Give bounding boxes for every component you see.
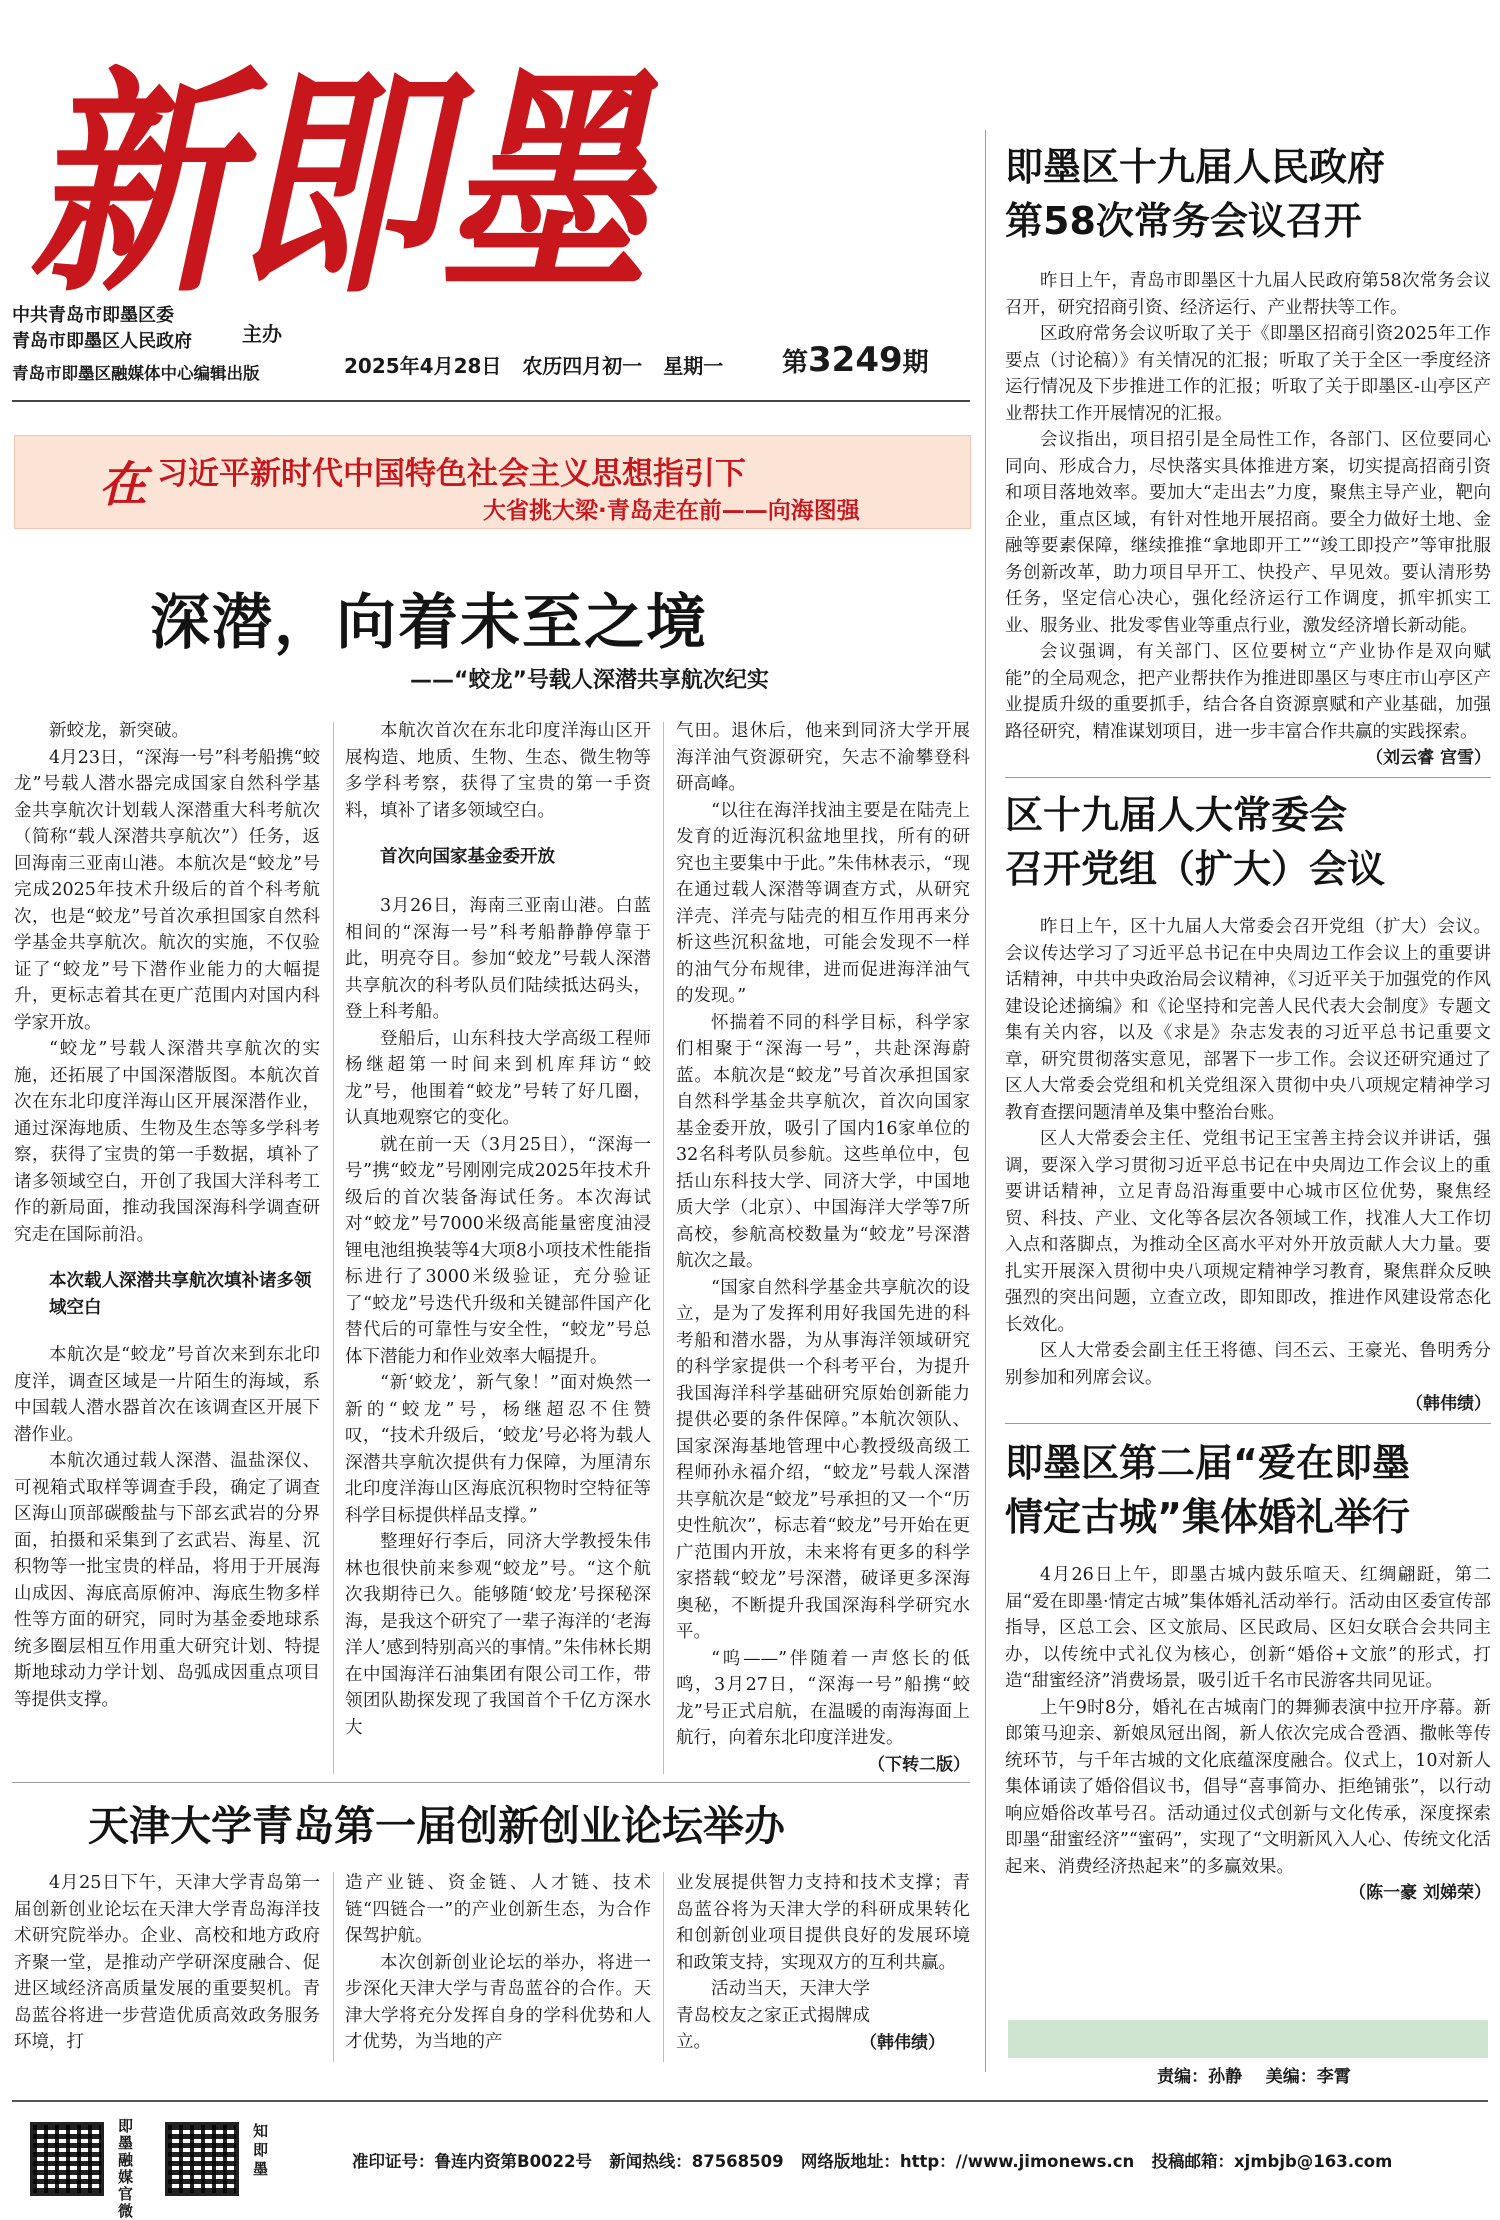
lead-column-2	[345, 718, 651, 1741]
sponsor-label: 主办	[242, 322, 282, 346]
footer-divider	[12, 2100, 1488, 2102]
qr-code-icon[interactable]	[30, 2122, 104, 2196]
news1-title-line-2: 第58次常务会议召开	[1005, 199, 1362, 243]
site-link[interactable]: http：//www.jimonews.cn	[899, 2152, 1135, 2171]
news2-p3: 区人大常委会副主任王将德、闫丕云、王豪光、鲁明秀分别参加和列席会议。	[1005, 1341, 1491, 1388]
news1-divider	[1005, 777, 1491, 778]
news3-p2: 上午9时8分，婚礼在古城南门的舞狮表演中拉开序幕。新郎策马迎亲、新娘凤冠出阁，新人依次完成合卺酒、撒帐等传统环节，与千年古城的文化底蕴深度融合。仪式上，10对新人集体诵读了婚俗倡议书，倡导“喜事简办、拒绝铺张”，以行动响应婚俗改革号召。活动通过仪式创新与文化传承，深度探索即墨“甜蜜经济”“蜜码”，实现了“文明新风入人心、传统文化活起来、消费经济热起来”的多赢效果。	[1005, 1697, 1491, 1877]
weekday: 星期一	[663, 354, 724, 378]
lead-c2-p6: 整理好行李后，同济大学教授朱伟林也很快前来参观“蛟龙”号。“这个航次我期待已久。能够随‘蛟龙’号探秘深海，是我这个研究了一辈子海洋的‘老海洋人’感到特别高兴的事情。”朱伟林长期在中国海洋石油集团有限公司工作，带领团队勘探发现了我国首个千亿方深水大	[345, 1532, 651, 1738]
lead-c2-p1: 本航次首次在东北印度洋海山区开展构造、地质、生物、生态、微生物等多学科考察，获得了宝贵的第一手资料，填补了诸多领域空白。	[345, 721, 651, 821]
lead-c1-p4: 本航次是“蛟龙”号首次来到东北印度洋，调查区域是一片陌生的海域，系中国载人潜水器首次在该调查区开展下潜作业。	[14, 1345, 320, 1445]
forum-c3-p2: 活动当天，天津大学青岛校友之家正式揭牌成立。	[676, 1979, 870, 2052]
lead-subhead-2: 首次向国家基金委开放	[380, 847, 555, 867]
forum-c1-p1: 4月25日下午，天津大学青岛第一届创新创业论坛在天津大学青岛海洋技术研究院举办。企业、高校和地方政府齐聚一堂，是推动产学研深度融合、促进区域经济高质量发展的重要契机。青岛蓝谷将进一步营造优质高效政务服务环境，打	[14, 1873, 320, 2052]
news3-byline: （陈一豪 刘娣荣）	[1349, 1883, 1491, 1903]
masthead-logo	[18, 18, 658, 303]
news3-title-line-1: 即墨区第二届“爱在即墨	[1005, 1441, 1410, 1485]
news1-title	[1005, 140, 1491, 248]
forum-column-2	[345, 1870, 651, 2056]
theme-banner	[14, 435, 971, 529]
qr-code-icon[interactable]	[165, 2122, 239, 2196]
lead-c1-p5: 本航次通过载人深潜、温盐深仪、可视箱式取样等调查手段，确定了调查区海山顶部碳酸盐与下部玄武岩的分界面，拍摄和采集到了玄武岩、海星、沉积物等一批宝贵的样品，将用于开展海山成因、海底高原俯冲、海底生物多样性等方面的研究，同时为基金委地球系统多圈层相互作用重大研究计划、特提斯地球动力学计划、岛弧成因重点项目等提供支撑。	[14, 1451, 320, 1710]
issue-date: 2025年4月28日	[344, 354, 502, 378]
qr2-label: 知即墨	[253, 2122, 269, 2178]
lead-c1-p1: 新蛟龙，新突破。	[49, 721, 189, 741]
editor-bar	[1008, 2020, 1488, 2087]
forum-col-divider-2	[663, 1872, 664, 2062]
lead-c3-p2: “以往在海洋找油主要是在陆壳上发育的近海沉积盆地里找，所有的研究也主要集中于此。”朱伟林表示，“现在通过载人深潜等调查方式，从研究洋壳、洋壳与陆壳的相互作用再来分析这些沉积盆地，可能会发现不一样的油气分布规律，进而促进海洋油气的发现。”	[676, 800, 970, 1006]
lead-c3-p3: 怀揣着不同的科学目标，科学家们相聚于“深海一号”，共赴深海蔚蓝。本航次是“蛟龙”号首次承担国家自然科学基金共享航次，首次向国家基金委开放，吸引了国内16家单位的32名科考队员参航。这些单位中，包括山东科技大学、同济大学，中国地质大学（北京）、中国海洋大学等7所高校，参航高校数量为“蛟龙”号深潜航次之最。	[676, 1012, 970, 1271]
news2-byline: （韩伟绩）	[1406, 1394, 1491, 1414]
lead-subtitle: ——“蛟龙”号载人深潜共享航次纪实	[410, 668, 769, 693]
lead-c3-p1: 气田。退休后，他来到同济大学开展海洋油气资源研究，矢志不渝攀登科研高峰。	[676, 721, 970, 794]
lead-c2-p3: 登船后，山东科技大学高级工程师杨继超第一时间来到机库拜访“蛟龙”号，他围着“蛟龙”号转了好几圈，认真地观察它的变化。	[345, 1028, 651, 1128]
right-column-divider	[985, 130, 986, 2072]
lead-c1-p3: “蛟龙”号载人深潜共享航次的实施，还拓展了中国深潜版图。本航次首次在东北印度洋海山区开展深潜作业，通过深海地质、生物及生态等多学科考察，获得了宝贵的第一手数据，填补了诸多领域空白，开创了我国大洋科考工作的新局面，推动我国深海科学调查研究走在国际前沿。	[14, 1039, 320, 1245]
lead-c3-p4: “国家自然科学基金共享航次的设立，是为了发挥利用好我国先进的科考船和潜水器，为从事海洋领域研究的科学家提供一个科考平台，为提升我国海洋科学基础研究原始创新能力提供必要的条件保障。”本航次领队、国家深海基地管理中心教授级高级工程师孙永福介绍，“蛟龙”号载人深潜共享航次是“蛟龙”号承担的又一个“历史性航次”，标志着“蛟龙”号开始在更广范围内开放，未来将有更多的科学家搭载“蛟龙”号深潜，破译更多深海奥秘，不断提升我国深海科学研究水平。	[676, 1277, 970, 1642]
news2-title-line-2: 召开党组（扩大）会议	[1005, 847, 1386, 891]
forum-c2-p1: 造产业链、资金链、人才链、技术链“四链合一”的产业创新生态，为合作保驾护航。	[345, 1873, 651, 1946]
forum-c3-p1: 业发展提供智力支持和技术支撑；青岛蓝谷将为天津大学的科研成果转化和创新创业项目提供良好的发展环境和政策支持，实现双方的互利共赢。	[676, 1873, 970, 1973]
permit-number: 鲁连内资第B0022号	[434, 2152, 592, 2171]
lead-c2-p2: 3月26日，海南三亚南山港。白蓝相间的“深海一号”科考船静静停靠于此，明亮夺目。参加“蛟龙”号载人深潜共享航次的科考队员们陆续抵达码头，登上科考船。	[345, 896, 651, 1022]
news2-title-line-1: 区十九届人大常委会	[1005, 793, 1348, 837]
issue-prefix: 第	[782, 348, 809, 378]
footer-info	[352, 2148, 1392, 2172]
editor-credits: 责编：孙静 美编：李霄	[1157, 2067, 1351, 2087]
lead-subhead-1: 本次载人深潜共享航次填补诸多领域空白	[49, 1271, 312, 1318]
news1-p4: 会议强调，有关部门、区位要树立“产业协作是双向赋能”的全局观念，把产业帮扶作为推进即墨区与枣庄市山亭区产业提质升级的重要抓手，结合各自资源禀赋和产业基础，加强路径研究，精准谋划项目，进一步丰富合作共赢的实践探索。	[1005, 642, 1491, 742]
news1-title-line-1: 即墨区十九届人民政府	[1005, 145, 1386, 189]
news1-p3: 会议指出，项目招引是全局性工作，各部门、区位要同心同向、形成合力，尽快落实具体推进方案，切实提高招商引资和项目落地效率。要加大“走出去”力度，聚焦主导产业，靶向企业，重点区域，有针对性地开展招商。要全力做好土地、金融等要素保障，继续推推“拿地即开工”“竣工即投产”等审批服务创新改革，助力项目早开工、快投产、早见效。要认清形势任务，坚定信心决心，强化经济运行工作调度，抓牢抓实工业、服务业、批发零售业等重点行业，激发经济增长新动能。	[1005, 430, 1491, 636]
banner-line-2: 大省挑大梁·青岛走在前——向海图强	[483, 498, 860, 524]
lunar-date: 农历四月初一	[522, 354, 643, 378]
hotline-label: 新闻热线：	[609, 2152, 692, 2171]
lead-continue-note: （下转二版）	[868, 1754, 970, 1775]
lead-bottom-divider	[12, 1782, 970, 1783]
news2-title	[1005, 788, 1491, 896]
issue-number-value: 3249	[808, 340, 903, 380]
lead-c3-p5: “呜——”伴随着一声悠长的低鸣，3月27日，“深海一号”船携“蛟龙”号正式启航，在温暖的南海海面上航行，向着东北印度洋进发。	[676, 1648, 970, 1748]
banner-big-char: 在	[99, 457, 148, 513]
news2-divider	[1005, 1423, 1491, 1424]
lead-col-divider-1	[333, 722, 334, 1774]
news2-p2: 区人大常委会主任、党组书记王宝善主持会议并讲话，强调，要深入学习贯彻习近平总书记在中央周边工作会议上的重要讲话精神，立足青岛沿海重要中心城市区位优势，聚焦经贸、科技、产业、文化等各层次各领域工作，找准人大工作切入点和落脚点，为推动全区高水平对外开放贡献人大力量。要扎实开展深入贯彻中央八项规定精神学习教育，聚焦群众反映强烈的突出问题，立查立改，即知即改，推进作风建设常态化长效化。	[1005, 1129, 1491, 1335]
lead-c1-p2: 4月23日，“深海一号”科考船携“蛟龙”号载人潜水器完成国家自然科学基金共享航次计划载人深潜重大科考航次（简称“载人深潜共享航次”）任务，返回海南三亚南山港。本航次是“蛟龙”号完成2025年技术升级后的首个科考航次，也是“蛟龙”号首次承担国家自然科学基金共享航次。航次的实施，不仅验证了“蛟龙”号下潜作业能力的大幅提升，更标志着其在更广范围内对国内科学家开放。	[14, 747, 320, 1033]
forum-title: 天津大学青岛第一届创新创业论坛举办	[88, 1802, 785, 1850]
masthead-orgs	[12, 303, 192, 355]
forum-column-1	[14, 1870, 320, 2056]
issue-number	[782, 340, 929, 380]
news1-p2: 区政府常务会议听取了关于《即墨区招商引资2025年工作要点（讨论稿）》有关情况的汇报；听取了关于全区一季度经济运行情况及下步推进工作的汇报；听取了关于即墨区-山亭区产业帮扶工作开展情况的汇报。	[1005, 324, 1491, 424]
org-line-2: 青岛市即墨区人民政府	[12, 331, 192, 352]
qr1-label: 即墨融媒官微	[118, 2117, 134, 2220]
news2-p1: 昨日上午，区十九届人大常委会召开党组（扩大）会议。会议传达学习了习近平总书记在中央周边工作会议上的重要讲话精神，中共中央政治局会议精神，《习近平关于加强党的作风建设论述摘编》和《论坚持和完善人民代表大会制度》专题文集有关内容，以及《求是》杂志发表的习近平总书记重要文章，研究贯彻落实意见，部署下一步工作。会议还研究通过了区人大常委会党组和机关党组深入贯彻中央八项规定精神学习教育查摆问题清单及集中整治台账。	[1005, 917, 1491, 1123]
org-line-1: 中共青岛市即墨区委	[12, 305, 174, 326]
publisher-line: 青岛市即墨区融媒体中心编辑出版	[12, 364, 260, 383]
permit-label: 准印证号：	[352, 2152, 435, 2171]
news3-title-line-2: 情定古城”集体婚礼举行	[1005, 1495, 1410, 1539]
hotline-number: 87568509	[691, 2152, 784, 2171]
email-label: 投稿邮箱：	[1151, 2152, 1235, 2171]
news3-title	[1005, 1436, 1491, 1544]
lead-column-3	[676, 718, 970, 1778]
logo-calligraphy	[18, 18, 658, 303]
logo-text: 新即墨	[28, 46, 658, 303]
right-column	[1005, 140, 1491, 1906]
news1-byline: （刘云睿 宫雪）	[1366, 748, 1491, 768]
news3-p1: 4月26日上午，即墨古城内鼓乐喧天、红绸翩跹，第二届“爱在即墨·情定古城”集体婚礼活动举行。活动由区委宣传部指导，区总工会、区文旅局、区民政局、区妇女联合会共同主办，以传统中式礼仪为核心，创新“婚俗+文旅”的形式，打造“甜蜜经济”消费场景，吸引近千名市民游客共同见证。	[1005, 1565, 1491, 1691]
banner-line-1: 习近平新时代中国特色社会主义思想指引下	[157, 456, 746, 492]
lead-c2-p5: “新‘蛟龙’，新气象！”面对焕然一新的“蛟龙”号，杨继超忍不住赞叹，“技术升级后，‘蛟龙’号必将为载人深潜共享航次提供有力保障，为厘清东北印度洋海山区海底沉积物时空特征等科学目标提供样品支撑。”	[345, 1373, 651, 1526]
issue-suffix: 期	[902, 348, 929, 378]
forum-c2-p2: 本次创新创业论坛的举办，将进一步深化天津大学与青岛蓝谷的合作。天津大学将充分发挥自身的学科优势和人才优势，为当地的产	[345, 1952, 651, 2052]
date-line	[344, 350, 723, 379]
forum-col-divider-1	[333, 1872, 334, 2062]
news1-p1: 昨日上午，青岛市即墨区十九届人民政府第58次常务会议召开，研究招商引资、经济运行、产业帮扶等工作。	[1005, 271, 1491, 318]
lead-column-1	[14, 718, 320, 1713]
forum-byline: （韩伟绩）	[860, 2033, 945, 2053]
email-link[interactable]: xjmbjb@163.com	[1234, 2152, 1393, 2171]
masthead-divider	[12, 400, 970, 402]
lead-title: 深潜，向着未至之境	[150, 588, 708, 658]
lead-c2-p4: 就在前一天（3月25日），“深海一号”携“蛟龙”号刚刚完成2025年技术升级后的首次装备海试任务。本次海试对“蛟龙”号7000米级高能量密度油浸锂电池组换装等4大项8小项技术性能指标进行了3000米级验证，充分验证了“蛟龙”号迭代升级和关键部件国产化替代后的可靠性与安全性，“蛟龙”号总体下潜能力和作业效率大幅提升。	[345, 1134, 651, 1367]
lead-col-divider-2	[663, 722, 664, 1774]
site-label: 网络版地址：	[800, 2152, 900, 2171]
